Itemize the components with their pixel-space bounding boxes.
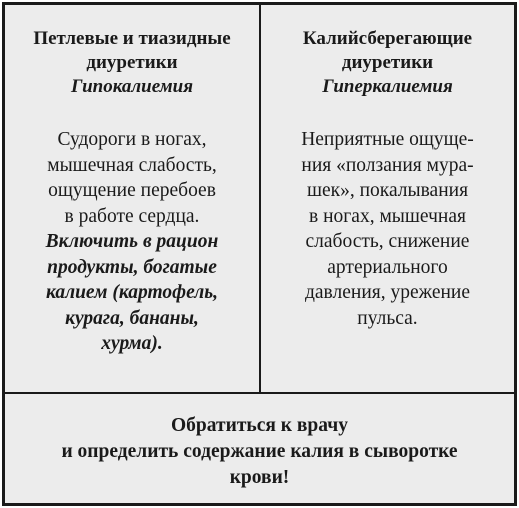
symptom-line: Судороги в ногах, [57, 129, 207, 150]
footer-line: Обратиться к врачу [171, 415, 348, 436]
symptom-line: в ногах, мышечная [309, 205, 466, 227]
symptom-line: шек», покалывания [306, 180, 469, 201]
symptom-line: слабость, снижение [305, 231, 470, 252]
column-heading-left [5, 27, 259, 99]
footer-line: крови! [229, 467, 290, 488]
column-body-right [261, 127, 514, 331]
footer-recommendation [5, 394, 514, 503]
footer-line: и определить содержание калия в сыворотке [61, 441, 458, 462]
symptom-line: артериального [327, 256, 448, 278]
symptom-line: Неприятные ощуще- [301, 129, 474, 150]
condition-hyperkalemia: Гиперкалиемия [322, 76, 453, 97]
advice-line: продукты, богатые [47, 256, 217, 278]
column-loop-thiazide [5, 5, 261, 392]
condition-hypokalemia: Гипокалиемия [70, 76, 194, 97]
advice-line: калием (картофель, [45, 282, 219, 303]
symptom-line: давления, урежение [304, 282, 471, 303]
heading-line: диуретики [341, 52, 434, 73]
heading-line: Калийсберегающие [302, 28, 473, 49]
column-body-left [5, 127, 259, 357]
advice-line: курага, бананы, [65, 307, 199, 329]
symptom-line: ощущение перебоев [48, 180, 216, 201]
symptom-line: ния «ползания мура- [301, 154, 474, 176]
symptom-line: мышечная слабость, [47, 154, 217, 176]
advice-line: Включить в рацион [45, 231, 219, 252]
column-potassium-sparing [261, 5, 514, 392]
symptom-line: пульса. [357, 307, 418, 329]
heading-line: диуретики [86, 52, 178, 73]
column-heading-right [261, 27, 514, 99]
advice-line: хурма). [101, 333, 163, 354]
diuretics-table [2, 2, 517, 506]
heading-line: Петлевые и тиазидные [33, 28, 231, 49]
symptom-line: в работе сердца. [64, 205, 200, 227]
